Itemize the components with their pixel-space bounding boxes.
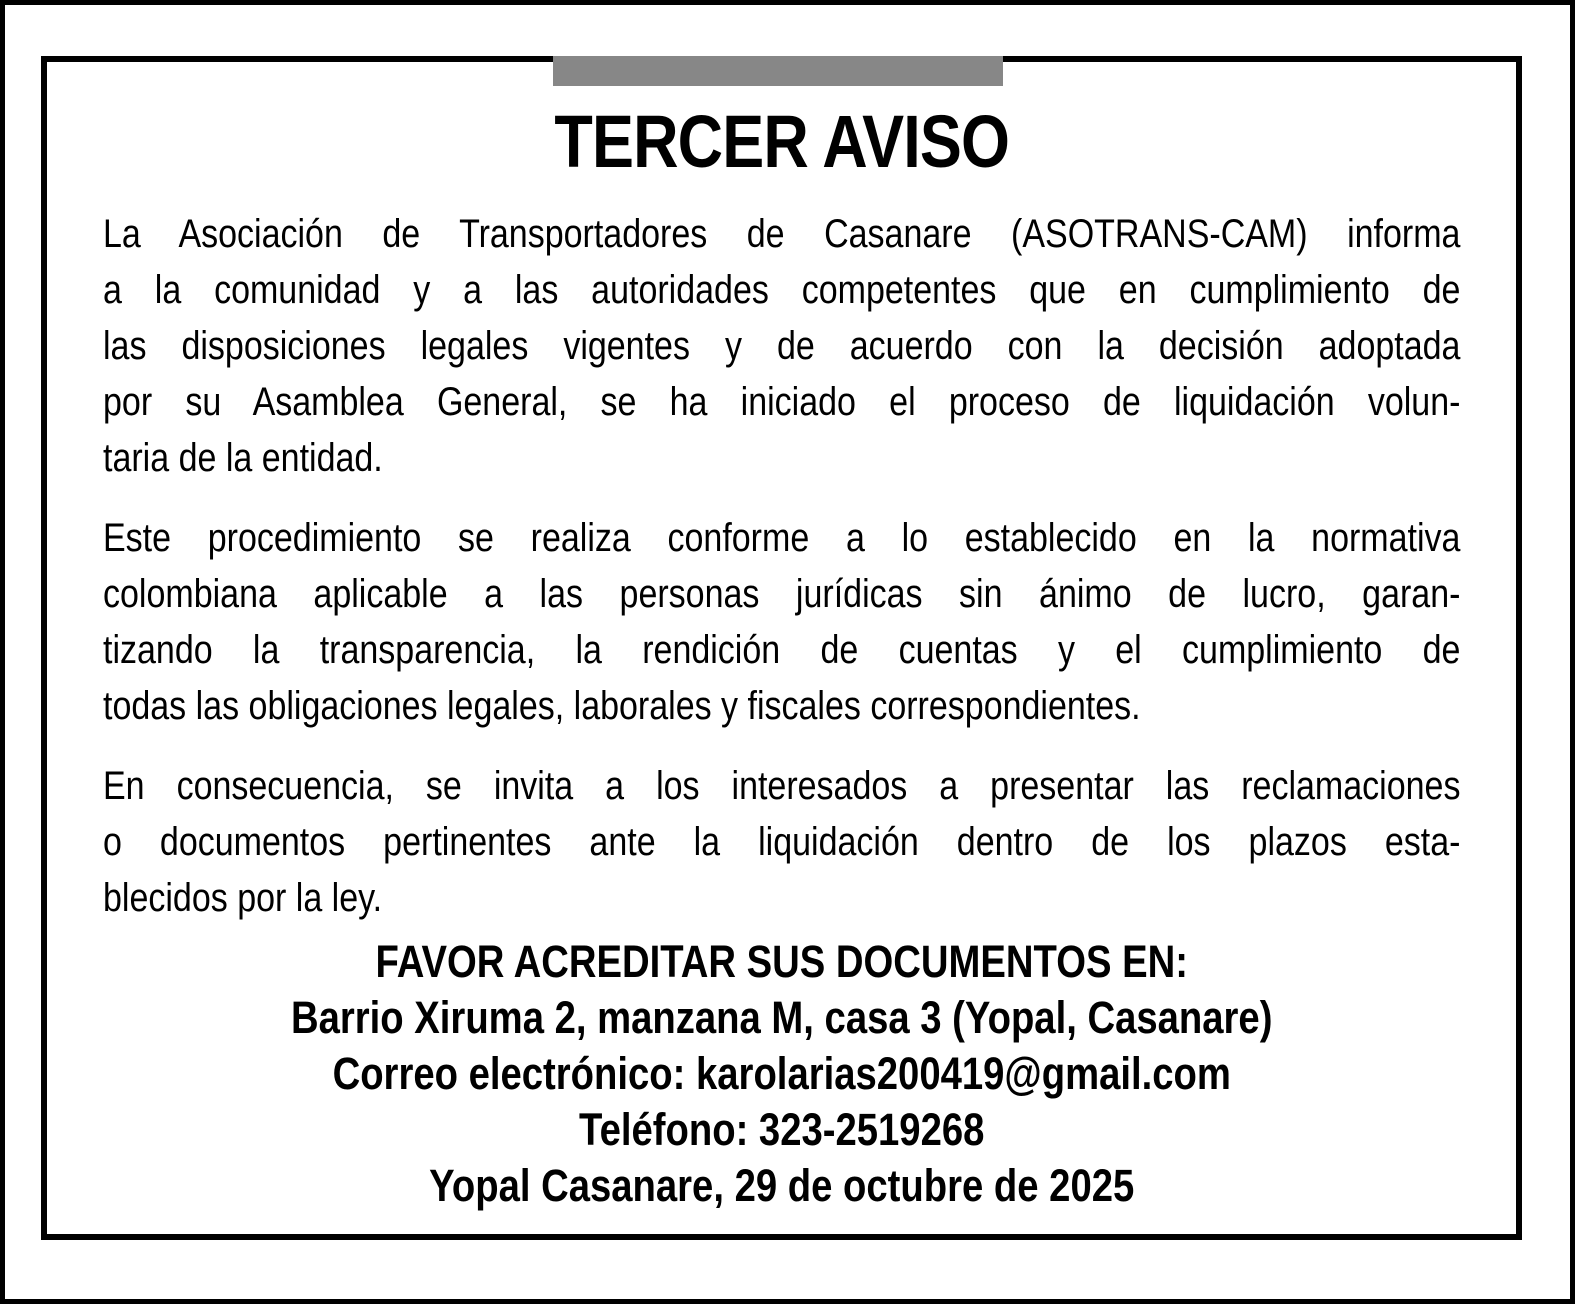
- paragraph-claims-invitation: [103, 758, 1460, 926]
- contact-phone: Teléfono: 323-2519268: [579, 1104, 985, 1155]
- notice-content: [103, 102, 1460, 1214]
- text-line: Este procedimiento se realiza conforme a lo establecido en la normativa: [103, 516, 1461, 560]
- text-line: La Asociación de Transportadores de Casanare (ASOTRANS-CAM) informa: [103, 212, 1461, 256]
- paragraph-legal-compliance: [103, 510, 1460, 734]
- text-line: o documentos pertinentes ante la liquidación dentro de los plazos esta-: [103, 820, 1461, 864]
- text-line: tizando la transparencia, la rendición de cuentas y el cumplimiento de: [103, 628, 1461, 672]
- text-line: por su Asamblea General, se ha iniciado el proceso de liquidación volun-: [103, 380, 1461, 424]
- contact-heading: FAVOR ACREDITAR SUS DOCUMENTOS EN:: [375, 936, 1188, 987]
- contact-block: [103, 934, 1460, 1214]
- text-line: En consecuencia, se invita a los interesados a presentar las reclamaciones: [103, 764, 1461, 808]
- text-line: colombiana aplicable a las personas jurídicas sin ánimo de lucro, garan-: [103, 572, 1461, 616]
- text-line: todas las obligaciones legales, laborales y fiscales correspondientes.: [103, 684, 1141, 728]
- redaction-bar: [553, 56, 1003, 86]
- contact-date: Yopal Casanare, 29 de octubre de 2025: [429, 1160, 1135, 1211]
- text-line: las disposiciones legales vigentes y de acuerdo con la decisión adoptada: [103, 324, 1461, 368]
- contact-email: Correo electrónico: karolarias200419@gmail.com: [332, 1048, 1231, 1099]
- paragraph-liquidation-announcement: [103, 206, 1460, 486]
- notice-frame: [41, 56, 1522, 1240]
- text-line: a la comunidad y a las autoridades competentes que en cumplimiento de: [103, 268, 1461, 312]
- text-line: taria de la entidad.: [103, 436, 383, 480]
- contact-address: Barrio Xiruma 2, manzana M, casa 3 (Yopal, Casanare): [291, 992, 1273, 1043]
- text-line: blecidos por la ley.: [103, 876, 383, 920]
- notice-title: TERCER AVISO: [554, 100, 1010, 183]
